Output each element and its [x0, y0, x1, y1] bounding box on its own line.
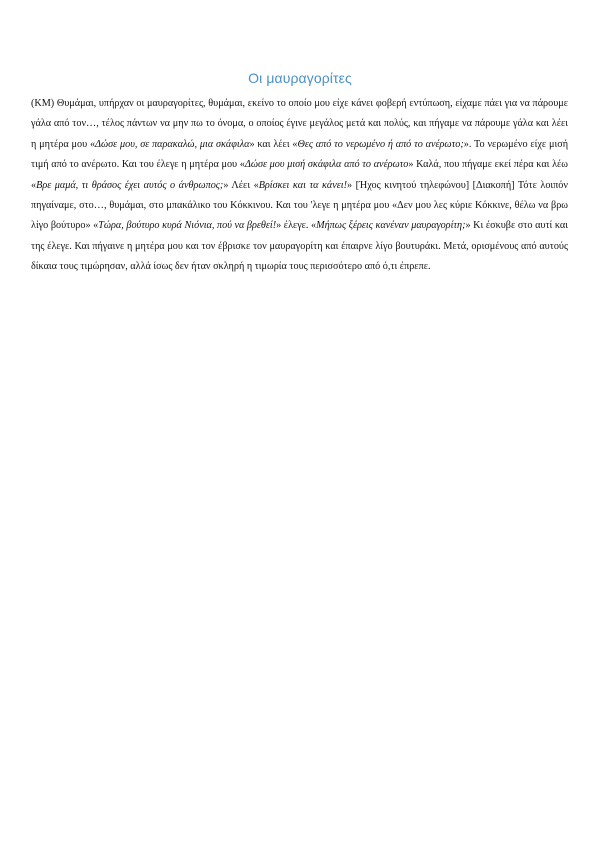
narrative-text: » έλεγε. «	[276, 220, 317, 232]
quoted-speech: Δώσε μου μισή σκάφιλα από το ανέρωτο	[244, 159, 409, 171]
narrative-text: » [Ήχος κινητού τηλεφώνου] [Διακοπή] Τότε λοιπόν πηγαίναμε, στο…, θυμάμαι, στο μπακάλικο του Κόκκινου. Και του 'λεγε η μητέρα μου «Δεν μου λες κύριε Κόκκινε, θέλω να βρω λίγο βούτυρο» «	[31, 179, 568, 232]
narrative-text: ». Το νερωμένο είχε μισή τιμή από το ανέρωτο. Και του έλεγε η μητέρα μου «	[31, 138, 569, 171]
quoted-speech: Δώσε μου, σε παρακαλώ, μια σκάφιλα	[95, 138, 250, 150]
quoted-speech: Βρε μαμά, τι θράσος έχει αυτός ο άνθρωπος;	[36, 179, 224, 191]
narrative-text: » Κι έσκυβε στο αυτί και της έλεγε. Και πήγαινε η μητέρα μου και τον έβρισκε τον μαυραγορίτη και έπαιρνε λίγο βουτυράκι. Μετά, ορισμένους από αυτούς δίκαια τους τιμώρησαν, αλλά ίσως δεν ήταν σκληρή η τιμωρία τους περισσότερο από ό,τι έπρεπε.	[31, 220, 568, 273]
quoted-speech: Τώρα, βούτυρο κυρά Νιόνια, πού να βρεθεί!	[98, 220, 277, 232]
quoted-speech: Βρίσκει και τα κάνει!	[258, 179, 348, 191]
narrative-text: » Καλά, που πήγαμε εκεί πέρα και λέω «	[31, 159, 568, 191]
narrative-text: (ΚΜ) Θυμάμαι, υπήρχαν οι μαυραγορίτες, θυμάμαι, εκείνο το οποίο μου είχε κάνει φοβερή εντύπωση, είχαμε πάει για να πάρουμε γάλα από τον…, τέλος πάντων να μην πω το όνομα, ο οποίος έγινε μεγάλος μετά και πολύς, και πήγαμε να πάρουμε γάλα και λέει η μητέρα μου «	[31, 98, 568, 150]
narrative-text: » και λέει «	[249, 138, 298, 150]
document-title: Οι μαυραγορίτες	[248, 70, 352, 86]
quoted-speech: Μήπως ξέρεις κανέναν μαυραγορίτη;	[316, 220, 466, 232]
narrative-text: » Λέει «	[223, 179, 259, 191]
body-paragraph	[31, 94, 568, 278]
quoted-speech: Θες από το νερωμένο ή από το ανέρωτο;	[297, 138, 464, 150]
